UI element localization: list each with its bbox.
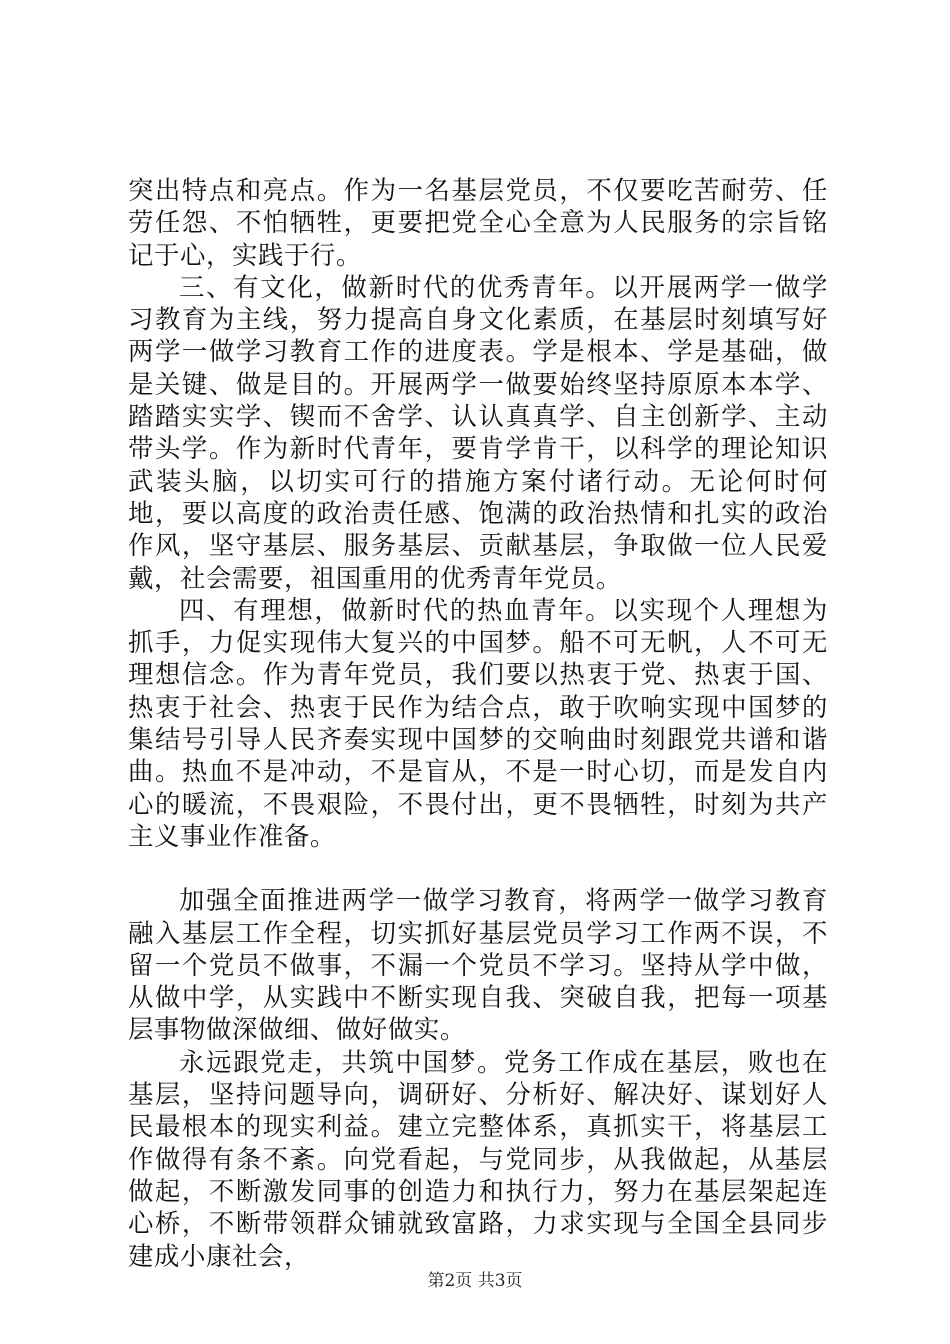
paragraph-1: 突出特点和亮点。作为一名基层党员，不仅要吃苦耐劳、任劳任怨、不怕牺牲，更要把党全心全意为人民服务的宗旨铭记于心，实践于行。 <box>128 175 828 270</box>
paragraph-5: 永远跟党走，共筑中国梦。党务工作成在基层，败也在基层，坚持问题导向，调研好、分析好、解决好、谋划好人民最根本的现实利益。建立完整体系，真抓实干，将基层工作做得有条不紊。向党看起，与党同步，从我做起，从基层做起，不断激发同事的创造力和执行力，努力在基层架起连心桥，不断带领群众铺就致富路，力求实现与全国全县同步建成小康社会， <box>128 1046 828 1271</box>
paragraph-spacer <box>128 852 828 884</box>
document-body <box>128 174 828 1272</box>
paragraph-2-section-three: 三、有文化，做新时代的优秀青年。以开展两学一做学习教育为主线，努力提高自身文化素质，在基层时刻填写好两学一做学习教育工作的进度表。学是根本、学是基础，做是关键、做是目的。开展两学一做要始终坚持原原本本学、踏踏实实学、锲而不舍学、认认真真学、自主创新学、主动带头学。作为新时代青年，要肯学肯干，以科学的理论知识武装头脑，以切实可行的措施方案付诸行动。无论何时何地，要以高度的政治责任感、饱满的政治热情和扎实的政治作风，坚守基层、服务基层、贡献基层，争取做一位人民爱戴，社会需要，祖国重用的优秀青年党员。 <box>128 271 828 593</box>
page-number-footer: 第2页 共3页 <box>427 1271 523 1291</box>
paragraph-4: 加强全面推进两学一做学习教育，将两学一做学习教育融入基层工作全程，切实抓好基层党员学习工作两不误，不留一个党员不做事，不漏一个党员不学习。坚持从学中做，从做中学，从实践中不断实现自我、突破自我，把每一项基层事物做深做细、做好做实。 <box>128 885 828 1045</box>
paragraph-3-section-four: 四、有理想，做新时代的热血青年。以实现个人理想为抓手，力促实现伟大复兴的中国梦。船不可无帆，人不可无理想信念。作为青年党员，我们要以热衷于党、热衷于国、热衷于社会、热衷于民作为结合点，敢于吹响实现中国梦的集结号引导人民齐奏实现中国梦的交响曲时刻跟党共谱和谐曲。热血不是冲动，不是盲从，不是一时心切，而是发自内心的暖流，不畏艰险，不畏付出，更不畏牺牲，时刻为共产主义事业作准备。 <box>128 594 828 851</box>
